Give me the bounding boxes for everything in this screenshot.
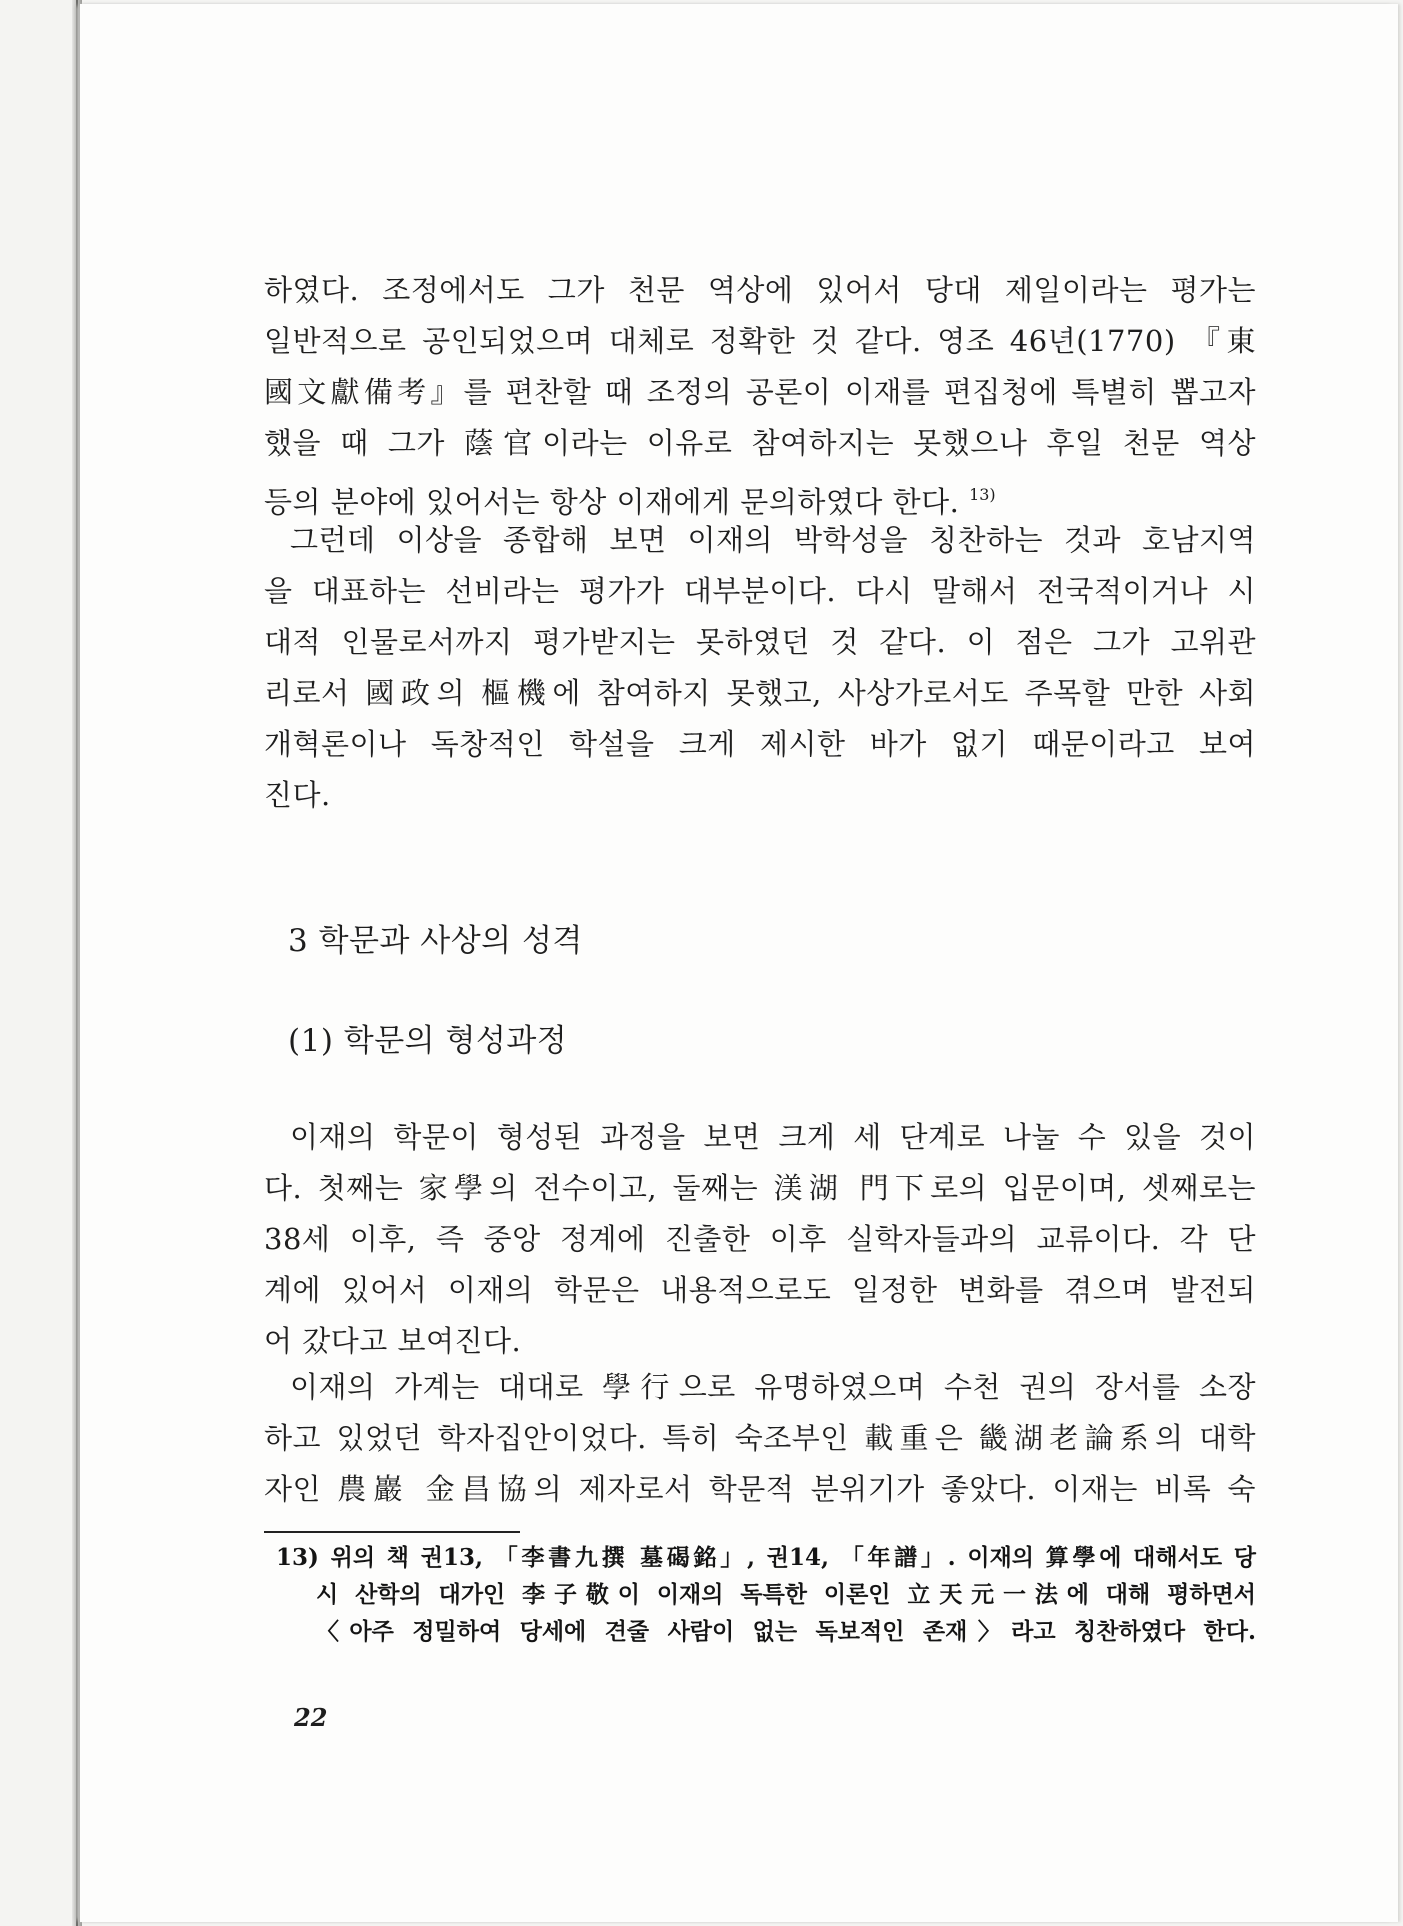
paragraph-4-line-1: 이재의 가계는 대대로 學行으로 유명하였으며 수천 권의 장서를 소장 <box>290 1370 1256 1404</box>
page-edge-line <box>76 0 78 1926</box>
footnote-separator <box>264 1531 520 1533</box>
page-number: 22 <box>294 1703 328 1732</box>
paragraph-3-line-3: 38세 이후, 즉 중앙 정계에 진출한 이후 실학자들과의 교류이다. 각 단 <box>264 1222 1256 1256</box>
paragraph-1-line-5 <box>264 469 1256 520</box>
paragraph-3 <box>264 1112 1256 1367</box>
paragraph-3-line-2: 다. 첫째는 家學의 전수이고, 둘째는 渼湖 門下로의 입문이며, 셋째로는 <box>264 1171 1256 1205</box>
footnote-line-2: 시 산학의 대가인 李子敬이 이재의 독특한 이론인 立天元一法에 대해 평하면서 <box>316 1581 1256 1608</box>
paragraph-2-line-4: 리로서 國政의 樞機에 참여하지 못했고, 사상가로서도 주목할 만한 사회 <box>264 676 1256 710</box>
footnote-reference-13[interactable]: 13) <box>969 485 996 504</box>
paragraph-1-line-4: 했을 때 그가 蔭官이라는 이유로 참여하지는 못했으나 후일 천문 역상 <box>264 426 1256 460</box>
paragraph-1 <box>264 265 1256 520</box>
section-heading: 3 학문과 사상의 성격 <box>288 923 583 959</box>
paragraph-2 <box>264 515 1256 821</box>
paragraph-2-line-2: 을 대표하는 선비라는 평가가 대부분이다. 다시 말해서 전국적이거나 시 <box>264 574 1256 608</box>
paragraph-4-line-2: 하고 있었던 학자집안이었다. 특히 숙조부인 載重은 畿湖老論系의 대학 <box>264 1421 1256 1455</box>
paragraph-2-line-1: 그런데 이상을 종합해 보면 이재의 박학성을 칭찬하는 것과 호남지역 <box>290 523 1256 557</box>
paragraph-1-line-1: 하였다. 조정에서도 그가 천문 역상에 있어서 당대 제일이라는 평가는 <box>264 273 1256 307</box>
paragraph-1-line-2: 일반적으로 공인되었으며 대체로 정확한 것 같다. 영조 46년(1770) 『東 <box>264 324 1256 358</box>
paragraph-3-line-4: 계에 있어서 이재의 학문은 내용적으로도 일정한 변화를 겪으며 발전되 <box>264 1273 1256 1307</box>
paragraph-2-line-5: 개혁론이나 독창적인 학설을 크게 제시한 바가 없기 때문이라고 보여 <box>264 727 1256 761</box>
paragraph-1-line-5-text: 등의 분야에 있어서는 항상 이재에게 문의하였다 한다. <box>264 485 960 519</box>
paragraph-1-line-3: 國文獻備考』를 편찬할 때 조정의 공론이 이재를 편집청에 특별히 뽑고자 <box>264 375 1256 409</box>
paragraph-4-line-3: 자인 農巖 金昌協의 제자로서 학문적 분위기가 좋았다. 이재는 비록 숙 <box>264 1472 1256 1506</box>
footnote-line-3: 〈아주 정밀하여 당세에 견줄 사람이 없는 독보적인 존재〉라고 칭찬하였다 한다. <box>316 1618 1256 1645</box>
subsection-heading: (1) 학문의 형성과정 <box>288 1023 568 1059</box>
paragraph-3-line-1: 이재의 학문이 형성된 과정을 보면 크게 세 단계로 나눌 수 있을 것이 <box>290 1120 1256 1154</box>
paragraph-3-line-5: 어 갔다고 보여진다. <box>264 1324 522 1358</box>
paragraph-4 <box>264 1362 1256 1515</box>
footnote-13 <box>276 1539 1256 1650</box>
footnote-line-1: 13) 위의 책 권13, 「李書九撰 墓碣銘」, 권14, 「年譜」. 이재의 算學에 대해서도 당 <box>276 1544 1256 1571</box>
paragraph-2-line-3: 대적 인물로서까지 평가받지는 못하였던 것 같다. 이 점은 그가 고위관 <box>264 625 1256 659</box>
paragraph-2-line-6: 진다. <box>264 778 331 812</box>
